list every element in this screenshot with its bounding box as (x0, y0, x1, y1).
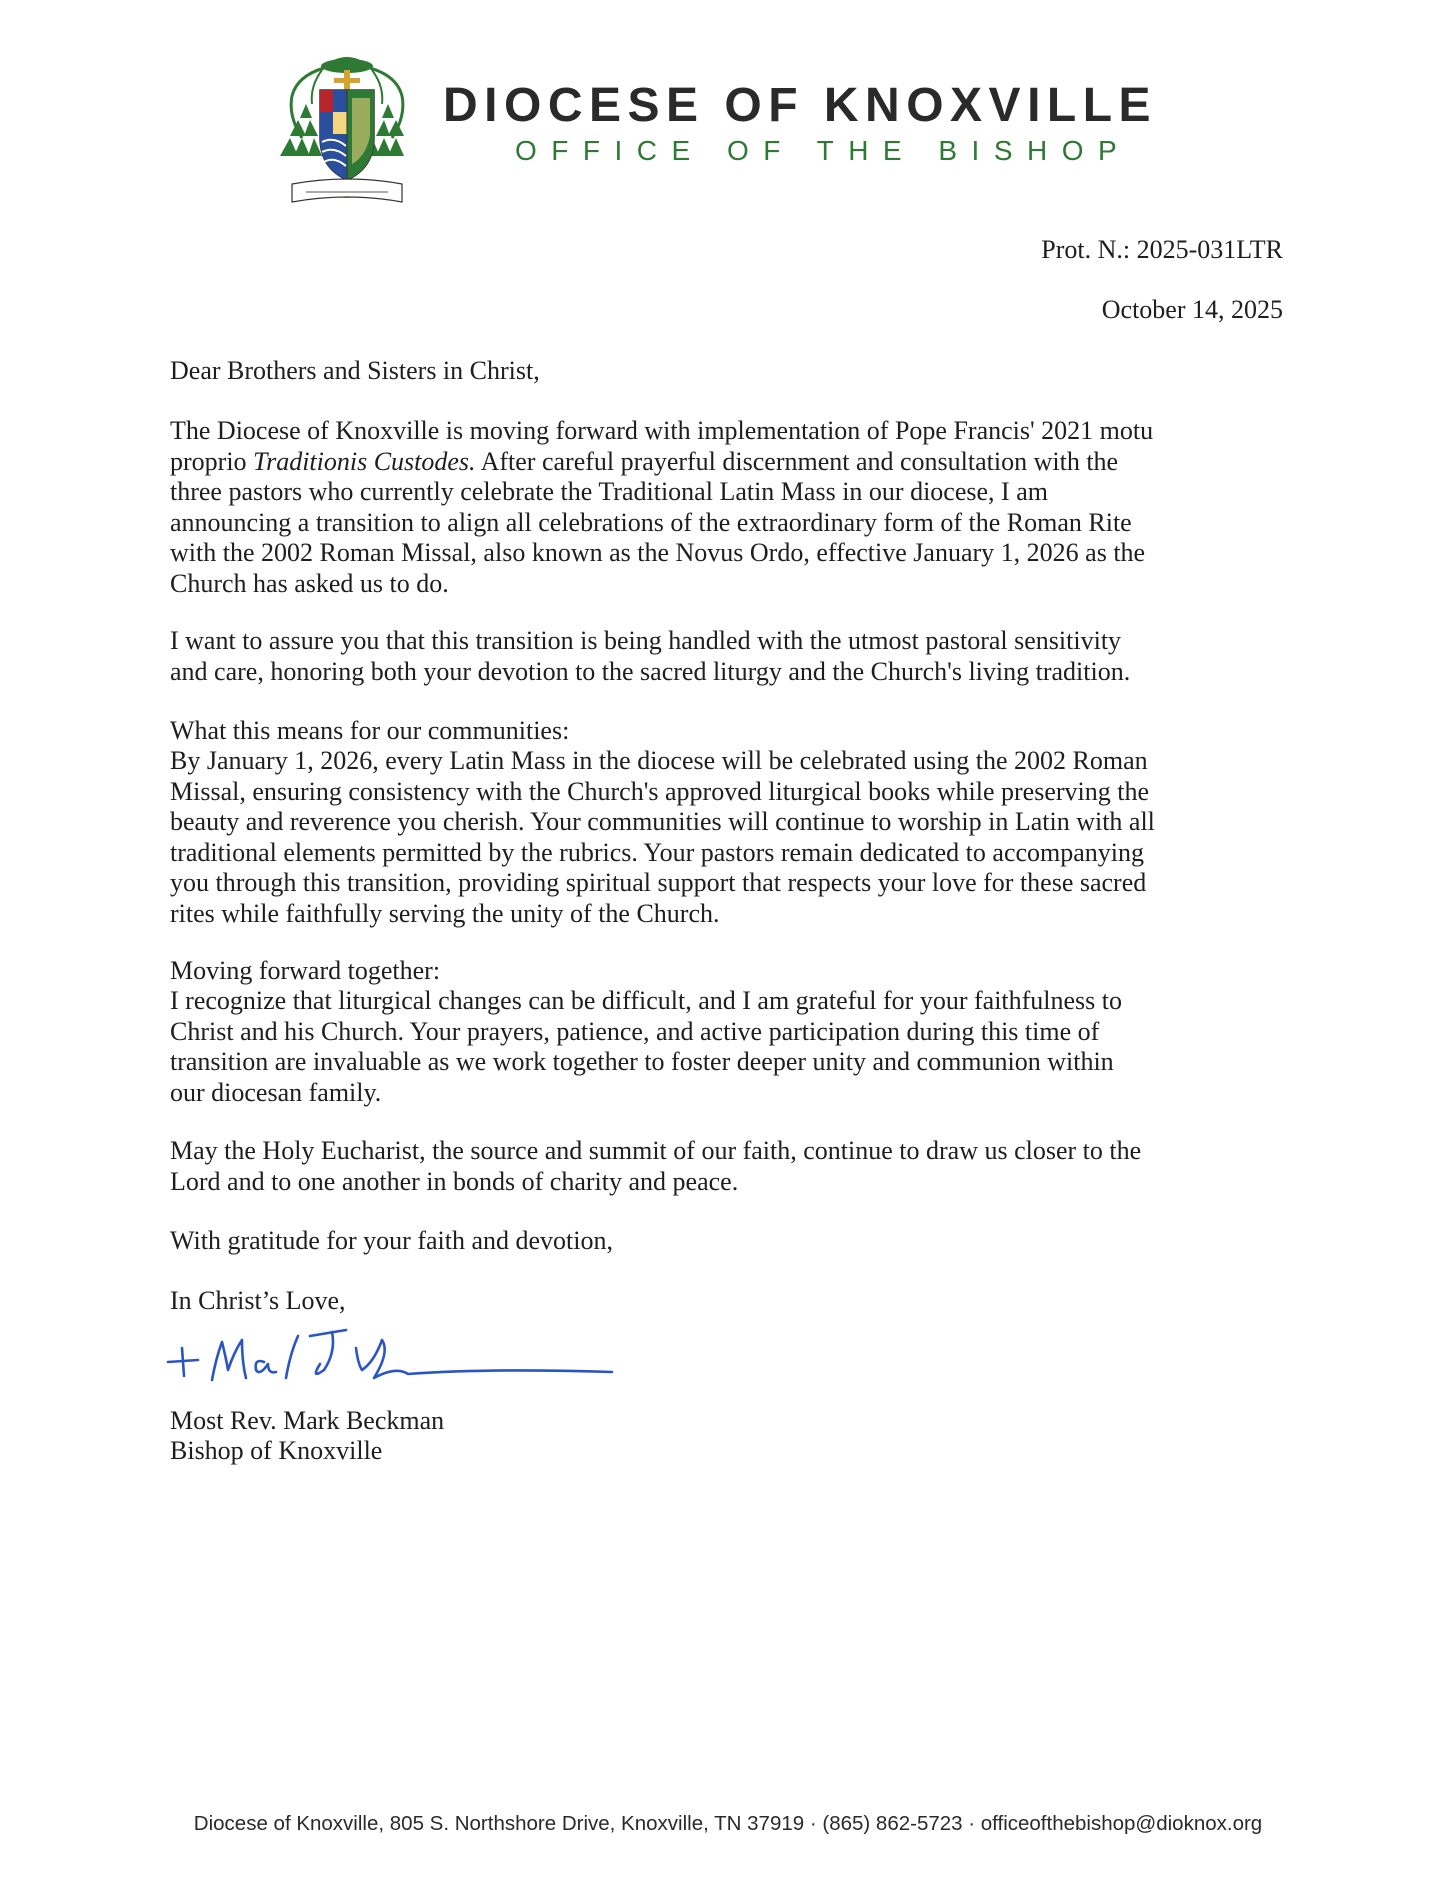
text-line: three pastors who currently celebrate the Traditional Latin Mass in our diocese, I am (170, 477, 1048, 506)
handwritten-signature-icon (160, 1318, 620, 1398)
signoff: In Christ’s Love, (170, 1286, 346, 1315)
section-heading-communities: What this means for our communities: (170, 716, 570, 745)
text-line: I want to assure you that this transition is being handled with the utmost pastoral sensitivity (170, 626, 1122, 655)
text-line: and care, honoring both your devotion to the sacred liturgy and the Church's living tradition. (170, 656, 1131, 686)
closing-line: With gratitude for your faith and devotion, (170, 1226, 614, 1255)
text-line: Church has asked us to do. (170, 568, 449, 598)
footer-address: Diocese of Knoxville, 805 S. Northshore Drive, Knoxville, TN 37919 · (865) 862-5723 · officeofthebishop@dioknox.org (193, 1812, 1263, 1835)
text-line: rites while faithfully serving the unity of the Church. (170, 898, 720, 928)
text-line: traditional elements permitted by the rubrics. Your pastors remain dedicated to accompanying (170, 837, 1145, 867)
text-line: you through this transition, providing spiritual support that respects your love for these sacred (170, 868, 1147, 897)
text-line: announcing a transition to align all celebrations of the extraordinary form of the Roman Rite (170, 507, 1132, 537)
text-line: our diocesan family. (170, 1077, 382, 1107)
signer-title: Bishop of Knoxville (170, 1436, 383, 1465)
text-line: May the Holy Eucharist, the source and summit of our faith, continue to draw us closer to the (170, 1136, 1142, 1165)
text-line: Lord and to one another in bonds of charity and peace. (170, 1166, 739, 1196)
letterhead-title: DIOCESE OF KNOXVILLE (443, 79, 1158, 132)
text-line: I recognize that liturgical changes can be difficult, and I am grateful for your faithfulness to (170, 986, 1123, 1015)
text-line: Christ and his Church. Your prayers, patience, and active participation during this time of (170, 1016, 1100, 1046)
letter-date: October 14, 2025 (1101, 295, 1283, 324)
text-run: proprio (170, 446, 254, 476)
text-line: beauty and reverence you cherish. Your communities will continue to worship in Latin with all (170, 807, 1155, 836)
section-heading-moving-forward: Moving forward together: (170, 956, 441, 985)
protocol-number: Prot. N.: 2025-031LTR (1041, 235, 1283, 264)
document-title: Traditionis Custodes. (253, 446, 476, 476)
paragraph-moving-forward (170, 986, 1295, 1108)
text-line: Missal, ensuring consistency with the Church's approved liturgical books while preserving the (170, 776, 1150, 806)
text-line: with the 2002 Roman Missal, also known as the Novus Ordo, effective January 1, 2026 as the (170, 538, 1146, 567)
text-line: transition are invaluable as we work together to foster deeper unity and communion within (170, 1047, 1114, 1076)
text-line (170, 447, 1295, 478)
paragraph-intro (170, 416, 1295, 599)
paragraph-eucharist (170, 1136, 1295, 1197)
text-run: After careful prayerful discernment and consultation with the (475, 446, 1119, 476)
coat-of-arms-icon (262, 46, 432, 216)
paragraph-assurance (170, 626, 1295, 687)
letterhead-subtitle: OFFICE OF THE BISHOP (515, 135, 1132, 166)
paragraph-communities (170, 746, 1295, 929)
signer-name: Most Rev. Mark Beckman (170, 1406, 445, 1435)
salutation: Dear Brothers and Sisters in Christ, (170, 356, 540, 385)
text-line: By January 1, 2026, every Latin Mass in the diocese will be celebrated using the 2002 Roman (170, 746, 1148, 775)
text-line: The Diocese of Knoxville is moving forward with implementation of Pope Francis' 2021 motu (170, 416, 1154, 445)
